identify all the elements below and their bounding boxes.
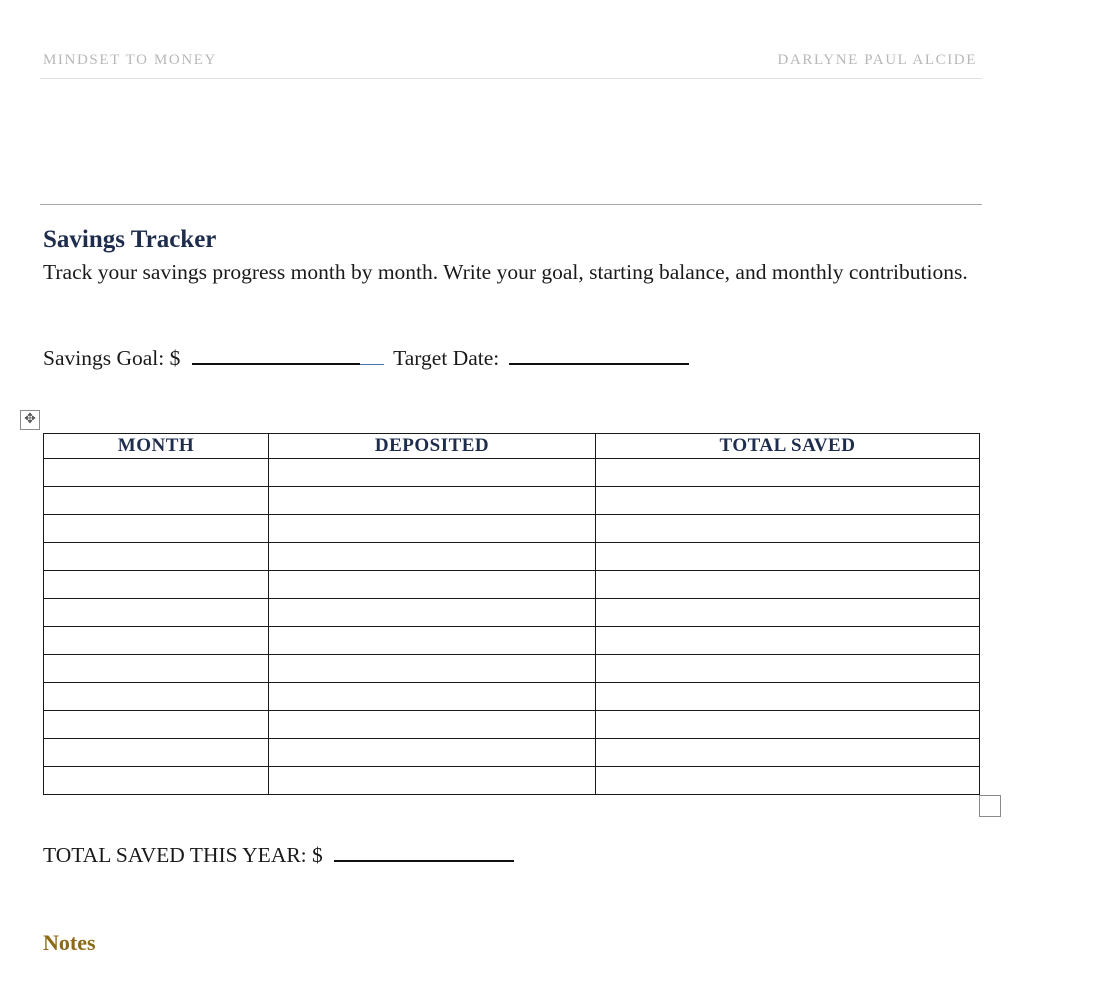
column-header-total-saved[interactable]: TOTAL SAVED xyxy=(596,434,980,459)
total-saved-label: TOTAL SAVED THIS YEAR: $ xyxy=(43,843,323,867)
month-cell[interactable] xyxy=(44,487,269,515)
column-header-deposited[interactable]: DEPOSITED xyxy=(269,434,596,459)
target-date-label: Target Date: xyxy=(393,346,500,370)
total-saved-cell[interactable] xyxy=(596,627,980,655)
header-divider xyxy=(40,204,982,205)
table-row xyxy=(44,571,980,599)
total-line[interactable] xyxy=(43,840,514,868)
table-row xyxy=(44,599,980,627)
table-row xyxy=(44,459,980,487)
total-saved-cell[interactable] xyxy=(596,571,980,599)
month-cell[interactable] xyxy=(44,711,269,739)
table-move-icon[interactable]: ✥ xyxy=(20,410,40,430)
header-right-text: DARLYNE PAUL ALCIDE xyxy=(777,52,977,68)
deposited-cell[interactable] xyxy=(269,767,596,795)
table-row xyxy=(44,655,980,683)
month-cell[interactable] xyxy=(44,571,269,599)
total-saved-cell[interactable] xyxy=(596,543,980,571)
deposited-cell[interactable] xyxy=(269,683,596,711)
deposited-cell[interactable] xyxy=(269,711,596,739)
month-cell[interactable] xyxy=(44,655,269,683)
savings-goal-blank[interactable] xyxy=(192,343,360,365)
table-row xyxy=(44,767,980,795)
target-date-blank[interactable] xyxy=(509,343,689,365)
month-cell[interactable] xyxy=(44,515,269,543)
month-cell[interactable] xyxy=(44,767,269,795)
table-row xyxy=(44,739,980,767)
table-row xyxy=(44,711,980,739)
table-row xyxy=(44,487,980,515)
savings-goal-blank-tail[interactable] xyxy=(360,344,384,365)
month-cell[interactable] xyxy=(44,683,269,711)
total-saved-cell[interactable] xyxy=(596,487,980,515)
table-row xyxy=(44,683,980,711)
column-header-month[interactable]: MONTH xyxy=(44,434,269,459)
total-saved-cell[interactable] xyxy=(596,767,980,795)
table-row xyxy=(44,515,980,543)
table-row xyxy=(44,543,980,571)
deposited-cell[interactable] xyxy=(269,487,596,515)
savings-table[interactable] xyxy=(43,433,980,795)
table-resize-handle-icon[interactable] xyxy=(979,795,1001,817)
total-saved-cell[interactable] xyxy=(596,459,980,487)
section-description[interactable]: Track your savings progress month by month. Write your goal, starting balance, and monthly contributions. xyxy=(43,260,968,284)
table-header-row xyxy=(44,434,980,459)
page-header xyxy=(40,48,982,79)
total-saved-cell[interactable] xyxy=(596,683,980,711)
total-saved-cell[interactable] xyxy=(596,711,980,739)
total-saved-cell[interactable] xyxy=(596,739,980,767)
deposited-cell[interactable] xyxy=(269,571,596,599)
goal-line[interactable] xyxy=(43,343,689,371)
total-saved-blank[interactable] xyxy=(334,840,514,862)
table-row xyxy=(44,627,980,655)
header-left-text: MINDSET TO MONEY xyxy=(43,52,217,68)
deposited-cell[interactable] xyxy=(269,655,596,683)
deposited-cell[interactable] xyxy=(269,543,596,571)
deposited-cell[interactable] xyxy=(269,627,596,655)
month-cell[interactable] xyxy=(44,543,269,571)
total-saved-cell[interactable] xyxy=(596,655,980,683)
section-title[interactable]: Savings Tracker xyxy=(43,226,217,253)
deposited-cell[interactable] xyxy=(269,459,596,487)
month-cell[interactable] xyxy=(44,459,269,487)
month-cell[interactable] xyxy=(44,599,269,627)
deposited-cell[interactable] xyxy=(269,599,596,627)
month-cell[interactable] xyxy=(44,739,269,767)
savings-goal-label: Savings Goal: $ xyxy=(43,346,181,370)
notes-heading[interactable]: Notes xyxy=(43,930,96,955)
total-saved-cell[interactable] xyxy=(596,599,980,627)
month-cell[interactable] xyxy=(44,627,269,655)
total-saved-cell[interactable] xyxy=(596,515,980,543)
deposited-cell[interactable] xyxy=(269,515,596,543)
deposited-cell[interactable] xyxy=(269,739,596,767)
